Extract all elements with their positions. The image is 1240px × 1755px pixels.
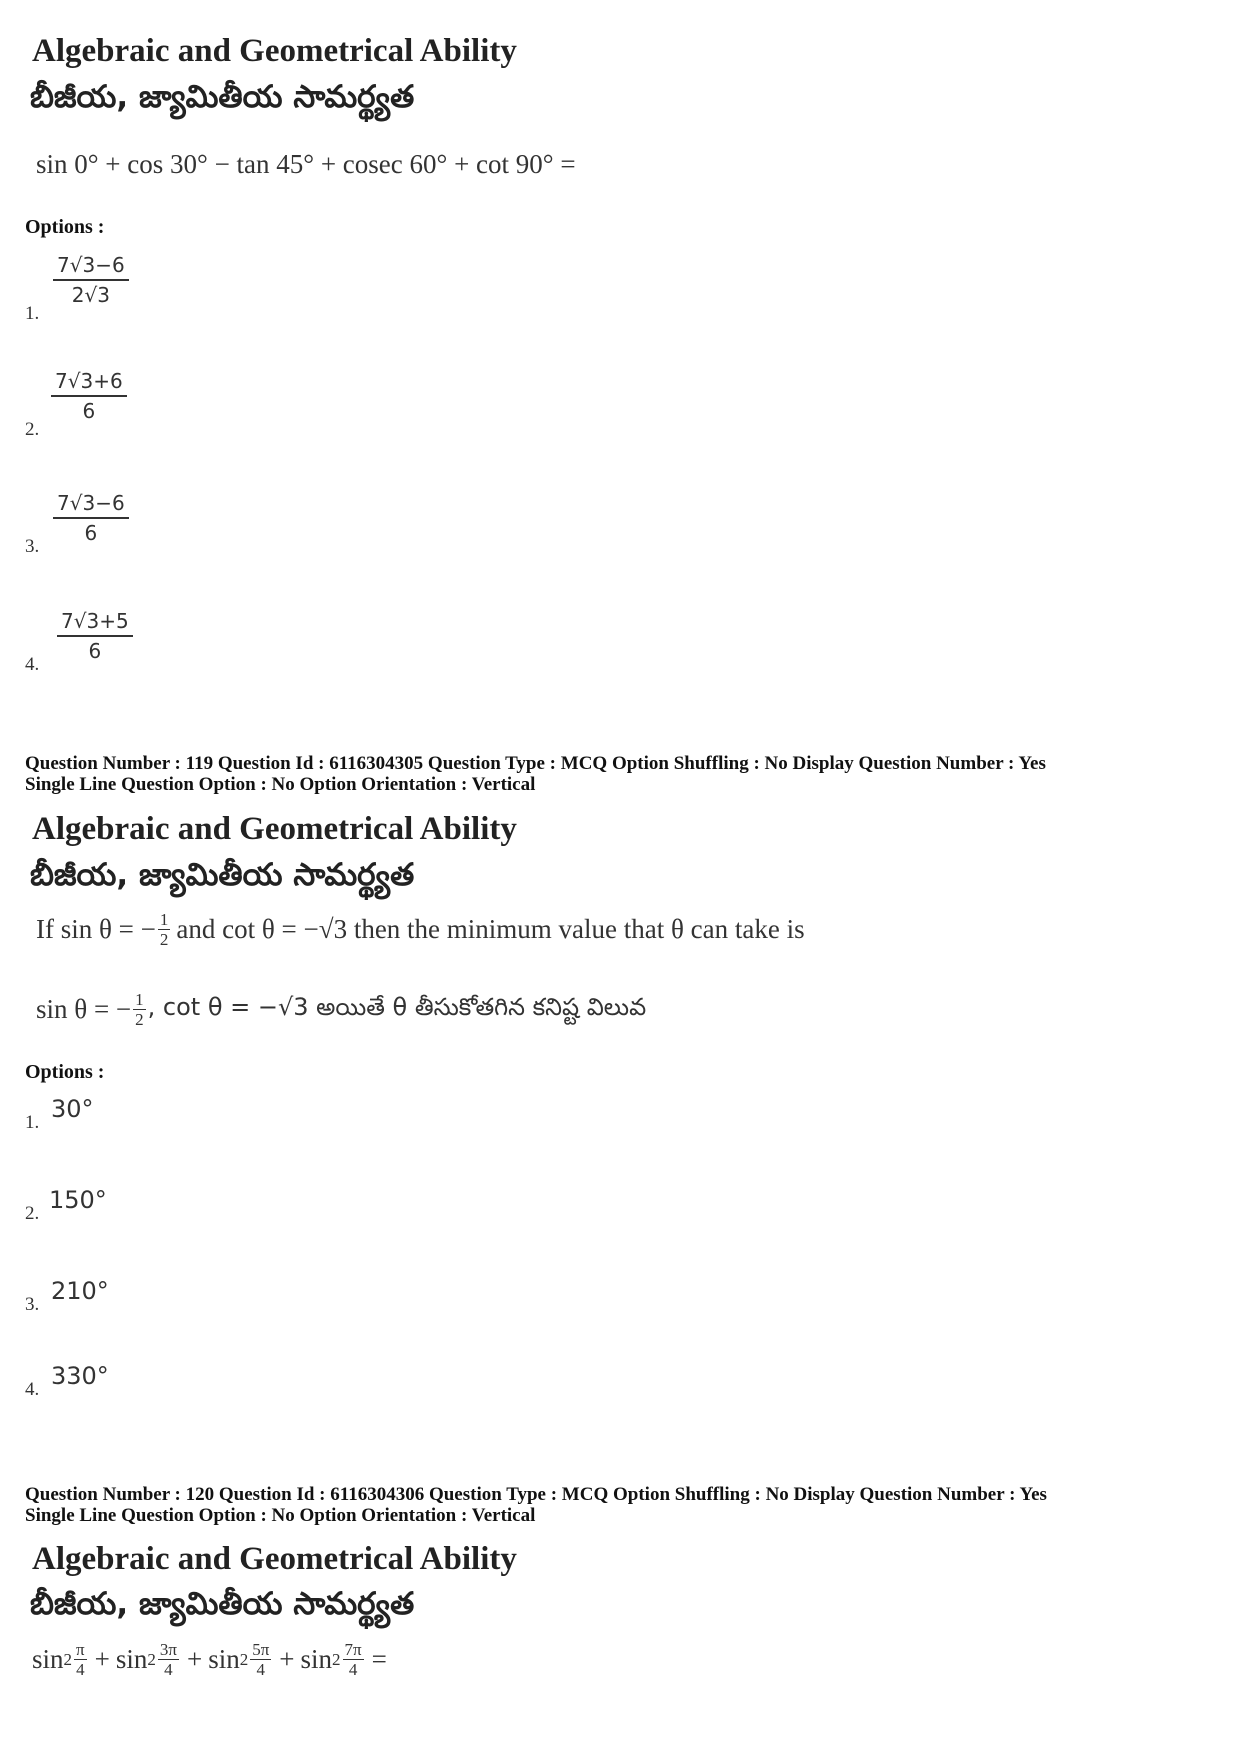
options-label: Options :	[25, 1061, 105, 1083]
section-title: Algebraic and Geometrical Ability	[32, 811, 517, 847]
question-te-rest: , cot θ = −√3 అయితే θ తీసుకోతగిన కనిష్ట విలువ	[147, 992, 647, 1021]
fraction-numerator: 5π	[252, 1640, 270, 1659]
operator: +	[94, 1644, 110, 1674]
exponent: 2	[239, 1649, 249, 1669]
option-number: 2.	[25, 419, 40, 440]
function-name: sin	[208, 1644, 240, 1674]
question-text-start: If sin θ = −	[36, 914, 156, 944]
fraction-numerator: 7√3−6	[53, 491, 129, 519]
fraction-numerator: 3π	[159, 1640, 177, 1659]
section-title: Algebraic and Geometrical Ability	[32, 1541, 517, 1577]
angle-fraction	[74, 1640, 87, 1679]
exponent: 2	[63, 1649, 73, 1669]
fraction-numerator: π	[76, 1640, 85, 1659]
angle-fraction	[250, 1640, 271, 1679]
section-title-telugu: బీజీయ, జ్యామితీయ సామర్థ్యత	[30, 857, 415, 893]
option-number: 4.	[25, 1379, 40, 1400]
options-label: Options :	[25, 216, 105, 238]
fraction-denominator: 6	[82, 399, 96, 423]
option-1[interactable]	[25, 1095, 225, 1135]
section-title-telugu: బీజీయ, జ్యామితీయ సామర్థ్యత	[30, 79, 415, 115]
operator: +	[279, 1644, 295, 1674]
option-fraction	[53, 253, 129, 307]
option-number: 3.	[25, 1294, 40, 1315]
option-fraction	[57, 609, 133, 663]
option-number: 3.	[25, 536, 40, 557]
angle-fraction	[158, 1640, 179, 1679]
fraction-denominator: 4	[256, 1660, 265, 1679]
sin-squared-term	[208, 1640, 300, 1679]
operator: +	[186, 1644, 203, 1674]
function-name: sin	[115, 1644, 148, 1674]
question-text-english	[36, 910, 805, 949]
question-meta-line2: Single Line Question Option : No Option Orientation : Vertical	[25, 774, 536, 795]
function-name: sin	[300, 1644, 333, 1674]
section-title: Algebraic and Geometrical Ability	[32, 33, 517, 69]
fraction-denominator: 4	[348, 1660, 358, 1679]
option-number: 2.	[25, 1203, 40, 1224]
fraction-numerator: 7√3−6	[53, 253, 129, 281]
exponent: 2	[147, 1649, 156, 1669]
fraction-denominator: 2	[159, 930, 169, 949]
sin-squared-term	[301, 1640, 393, 1679]
question-text-rest: and cot θ = −√3 then the minimum value that θ can take is	[176, 914, 805, 944]
option-fraction	[53, 491, 129, 545]
half-fraction	[158, 910, 171, 949]
question-meta-line1: Question Number : 119 Question Id : 6116304305 Question Type : MCQ Option Shuffling : No Display Question Number : Yes	[25, 753, 1046, 774]
fraction-numerator: 7√3+5	[57, 609, 133, 637]
option-value: 330°	[51, 1362, 109, 1390]
fraction-denominator: 2√3	[71, 283, 110, 307]
function-name: sin	[32, 1644, 64, 1674]
exponent: 2	[332, 1649, 341, 1669]
option-value: 30°	[51, 1095, 94, 1123]
fraction-denominator: 6	[88, 639, 102, 663]
option-3[interactable]	[25, 1277, 225, 1317]
option-number: 4.	[25, 654, 40, 675]
question-expression: sin 0° + cos 30° − tan 45° + cosec 60° + cot 90° =	[36, 149, 576, 179]
question-text-telugu	[36, 990, 646, 1029]
option-4[interactable]	[25, 1362, 225, 1402]
option-value: 150°	[49, 1186, 107, 1214]
question-meta-line1: Question Number : 120 Question Id : 6116304306 Question Type : MCQ Option Shuffling : No Display Question Number : Yes	[25, 1484, 1047, 1505]
question-te-start: sin θ = −	[36, 994, 132, 1024]
option-value: 210°	[51, 1277, 109, 1305]
fraction-numerator: 1	[135, 990, 144, 1009]
option-number: 1.	[25, 303, 40, 324]
option-2[interactable]	[25, 1186, 225, 1226]
fraction-numerator: 7π	[344, 1640, 362, 1659]
question-expression	[32, 1640, 393, 1679]
half-fraction	[133, 990, 146, 1029]
fraction-numerator: 7√3+6	[51, 369, 127, 397]
option-number: 1.	[25, 1112, 40, 1133]
fraction-numerator: 1	[159, 910, 169, 929]
fraction-denominator: 2	[135, 1010, 144, 1029]
angle-fraction	[343, 1640, 364, 1679]
sin-squared-term	[116, 1640, 208, 1679]
operator: =	[371, 1644, 387, 1674]
fraction-denominator: 4	[76, 1660, 85, 1679]
fraction-denominator: 4	[164, 1660, 173, 1679]
option-fraction	[51, 369, 127, 423]
section-title-telugu: బీజీయ, జ్యామితీయ సామర్థ్యత	[30, 1586, 415, 1622]
fraction-denominator: 6	[84, 521, 98, 545]
sin-squared-term	[32, 1640, 116, 1679]
question-meta-line2: Single Line Question Option : No Option Orientation : Vertical	[25, 1505, 536, 1526]
